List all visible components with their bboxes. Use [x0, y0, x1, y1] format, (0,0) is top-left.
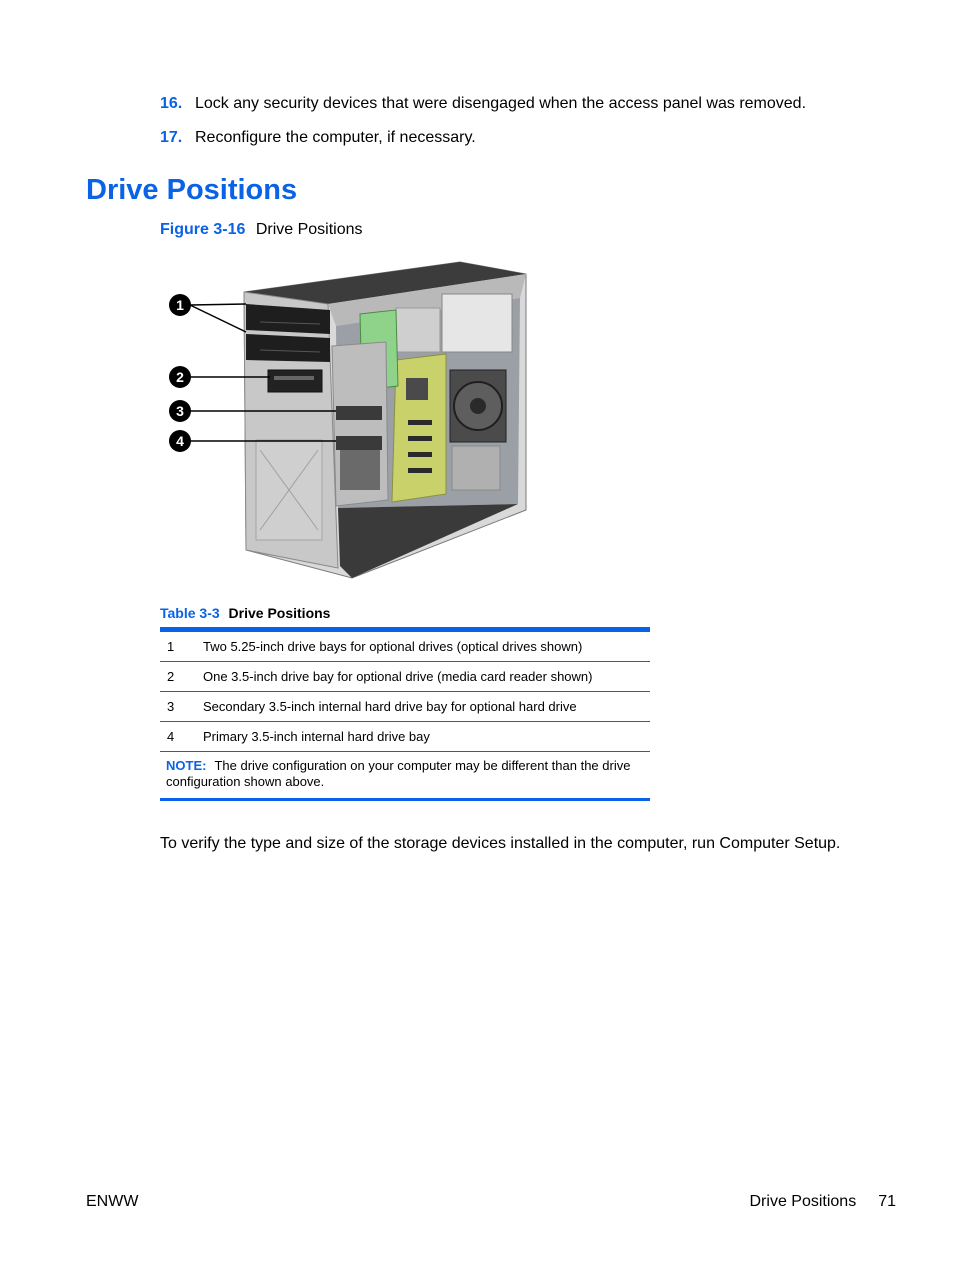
table-row	[160, 722, 650, 752]
table-note	[160, 752, 650, 798]
note-label: NOTE:	[166, 758, 207, 773]
figure-title: Drive Positions	[255, 221, 363, 238]
page-number: 71	[878, 1193, 896, 1210]
table-title: Drive Positions	[228, 605, 331, 621]
table-row	[160, 662, 650, 692]
callout-1	[169, 294, 191, 316]
footer-section-title: Drive Positions	[749, 1193, 857, 1210]
body-paragraph: To verify the type and size of the storage devices installed in the computer, run Computer Setup.	[160, 835, 841, 852]
callout-4-label: 4	[176, 433, 184, 449]
table-row	[160, 692, 650, 722]
row-number: 1	[167, 639, 175, 654]
computer-chassis-illustration	[160, 250, 540, 590]
row-description: Secondary 3.5-inch internal hard drive bay for optional hard drive	[203, 699, 577, 714]
table-row	[160, 632, 650, 662]
row-description: Primary 3.5-inch internal hard drive bay	[203, 729, 430, 744]
table-caption	[160, 604, 330, 622]
footer-doc-id: ENWW	[86, 1193, 139, 1210]
row-number: 4	[167, 729, 175, 744]
row-description: One 3.5-inch drive bay for optional drive (media card reader shown)	[203, 669, 593, 684]
drive-positions-table	[160, 627, 650, 801]
table-number: Table 3-3	[160, 605, 220, 621]
step-number: 17.	[160, 129, 183, 146]
callout-3-label: 3	[176, 403, 184, 419]
callout-1-label: 1	[176, 297, 184, 313]
step-16	[160, 94, 880, 128]
drive-positions-figure	[160, 250, 540, 590]
row-number: 2	[167, 669, 175, 684]
step-17	[160, 128, 880, 162]
step-text: Reconfigure the computer, if necessary.	[195, 129, 476, 146]
row-description: Two 5.25-inch drive bays for optional drives (optical drives shown)	[203, 639, 583, 654]
step-text: Lock any security devices that were disengaged when the access panel was removed.	[195, 95, 807, 112]
callout-leader-1b	[190, 305, 246, 332]
step-number: 16.	[160, 95, 183, 112]
procedure-steps	[160, 94, 880, 162]
callout-2-label: 2	[176, 369, 184, 385]
note-text: The drive configuration on your computer may be different than the drive configuration shown above.	[166, 758, 631, 789]
callout-3	[169, 400, 191, 422]
callout-2	[169, 366, 191, 388]
footer-section	[750, 1192, 897, 1212]
figure-number: Figure 3-16	[160, 221, 246, 238]
figure-caption	[160, 220, 363, 240]
callout-4	[169, 430, 191, 452]
row-number: 3	[167, 699, 175, 714]
callout-leader-1a	[190, 304, 246, 305]
section-heading: Drive Positions	[86, 174, 298, 206]
